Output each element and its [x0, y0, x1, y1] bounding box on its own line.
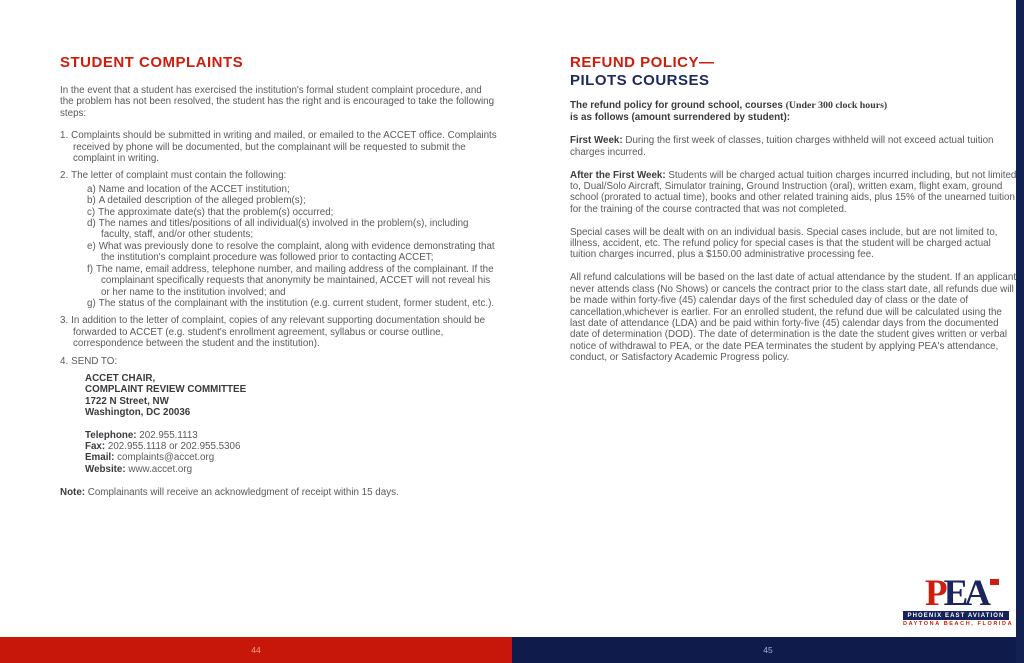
complaints-intro-paragraph: In the event that a student has exercised the institution's formal student complaint procedure, and the problem has not been resolved, the student has the right and is encouraged to take the following steps: [60, 85, 495, 119]
refund-intro-line1 [570, 100, 1018, 112]
contact-line-fax [85, 441, 498, 452]
logo-tagline: DAYTONA BEACH, FLORIDA [903, 621, 1014, 627]
contact-value: 202.955.1118 or 202.955.5306 [107, 440, 241, 452]
page-edge-stripe [1016, 0, 1024, 663]
refund-calculations-paragraph: All refund calculations will be based on the last date of actual attendance by the student. If an applicant never attends class (No Shows) or cancels the contract prior to the class start date, all refunds due will be made within forty-five (45) calendar days of the first scheduled day of class or the date of cancellation,whichever is earlier. For an enrolled student, the refund due will be calculated using the last date of attendance (LDA) and be paid within forty-five (45) calendar days from the documented date of determination (DOD). The date of determination is the date the student gives written or verbal notice of withdrawal to PEA, or the date PEA terminates the student by applying PEA's attendance, conduct, or Satisfactory Academic Progress policy. [570, 272, 1017, 364]
section-title-refund-policy [570, 54, 1018, 90]
contact-label: Telephone: [85, 429, 137, 441]
right-footer-bar [512, 637, 1024, 663]
requirement-d [87, 218, 498, 241]
complaint-step-4 [60, 356, 498, 367]
after-first-week-paragraph [570, 170, 1018, 216]
requirement-c [87, 207, 498, 218]
item-letter: c) [87, 206, 96, 218]
step-text: Complaints should be submitted in writing and mailed, or emailed to the ACCET office. Complaints received by phone will be documented, but the complainant will be requested to submit the complaint in writing. [71, 130, 497, 165]
contact-label: Website: [85, 463, 126, 475]
requirement-b [87, 195, 498, 206]
item-letter: e) [87, 240, 96, 252]
paragraph-text: During the first week of classes, tuition charges withheld will not exceed actual tuition charges incurred. [570, 135, 994, 158]
contact-value: 202.955.1113 [139, 429, 198, 441]
note-text: Complainants will receive an acknowledgment of receipt within 15 days. [87, 487, 399, 499]
section-title-student-complaints: STUDENT COMPLAINTS [60, 54, 244, 71]
contact-value: complaints@accet.org [117, 452, 215, 464]
step-number: 4. [60, 355, 69, 367]
right-page [570, 54, 1018, 375]
item-letter: d) [87, 218, 96, 230]
accet-contact-block [85, 430, 498, 476]
step-number: 2. [60, 170, 69, 182]
acknowledgment-note [60, 487, 498, 498]
item-text: A detailed description of the alleged problem(s); [98, 195, 306, 207]
complaint-step-2 [60, 170, 498, 181]
first-week-paragraph [570, 135, 1018, 158]
note-label: Note: [60, 487, 86, 499]
item-text: The approximate date(s) that the problem(s) occurred; [98, 206, 334, 218]
item-text: What was previously done to resolve the complaint, along with evidence demonstrating that the institution's complaint procedure was followed prior to contacting ACCET; [98, 240, 495, 264]
contact-line-website [85, 464, 498, 475]
accet-mailing-address [85, 373, 498, 419]
refund-intro-bold: The refund policy for ground school, courses [570, 100, 783, 111]
item-letter: b) [87, 195, 96, 207]
special-cases-paragraph: Special cases will be dealt with on an individual basis. Special cases include, but are not limited to, illness, accident, etc. The refund policy for special cases is that the student will be charged actual tuition charges incurred, plus a $150.00 administrative processing fee. [570, 226, 998, 261]
step-text: In addition to the letter of complaint, copies of any relevant supporting documentation should be forwarded to ACCET (e.g. student's enrollment agreement, syllabus or course outline, correspondence between the student and the institution). [71, 315, 486, 350]
item-letter: f) [87, 263, 93, 275]
logo-letter-p: P [924, 573, 944, 614]
after-first-week-lead: After the First Week: [570, 169, 666, 181]
step-text: The letter of complaint must contain the following: [71, 170, 287, 182]
item-text: The status of the complainant with the institution (e.g. current student, former student, etc.). [98, 297, 495, 309]
contact-value: www.accet.org [128, 463, 193, 475]
step-text: SEND TO: [71, 355, 118, 367]
complaint-letter-requirements [87, 184, 498, 309]
left-footer-bar [0, 637, 512, 663]
clock-hours-note: (Under 300 clock hours) [785, 100, 888, 111]
pea-logo [903, 573, 1014, 627]
complaint-step-3 [60, 315, 498, 349]
item-text: The names and titles/positions of all individual(s) involved in the problem(s), including faculty, staff, and/or other students; [98, 218, 469, 241]
contact-label: Fax: [85, 440, 106, 452]
left-page-number: 44 [251, 645, 261, 655]
contact-line-email [85, 452, 498, 463]
paragraph-text: Students will be charged actual tuition charges incurred including, but not limited to, Dual/Solo Aircraft, Simulator training, Ground Instruction (oral), written exam, flight exam, ground school (prorated to actual time), books and other related training aids, plus 15% of the unearned tuition for the training of the course contracted that was not completed. [570, 169, 1017, 215]
requirement-e [87, 241, 498, 264]
address-line: ACCET CHAIR, [85, 372, 156, 384]
item-letter: g) [87, 297, 96, 309]
item-text: Name and location of the ACCET institution; [98, 183, 290, 195]
complaint-step-1 [60, 130, 498, 164]
left-page [60, 54, 498, 499]
logo-letters-ea: EA [943, 573, 987, 614]
requirement-a [87, 184, 498, 195]
refund-intro-line2: is as follows (amount surrendered by student): [570, 111, 791, 123]
refund-title-line2: PILOTS COURSES [570, 72, 710, 89]
address-line: 1722 N Street, NW [85, 395, 169, 407]
contact-line-telephone [85, 430, 498, 441]
first-week-lead: First Week: [570, 135, 623, 147]
address-line: Washington, DC 20036 [85, 407, 191, 419]
requirement-f [87, 264, 498, 298]
address-line: COMPLAINT REVIEW COMMITTEE [85, 384, 247, 396]
contact-label: Email: [85, 452, 115, 464]
step-number: 1. [60, 130, 69, 142]
logo-banner-text: PHOENIX EAST AVIATION [903, 611, 1009, 620]
item-text: The name, email address, telephone number, and mailing address of the complainant. If the complainant specifically requests that anonymity be maintained, ACCET will not reveal his or her name to the institution involved; and [95, 263, 494, 298]
logo-est-flag-icon [990, 579, 999, 585]
right-page-number: 45 [763, 645, 773, 655]
pea-logo-mark [903, 573, 1009, 614]
item-letter: a) [87, 183, 96, 195]
refund-title-line1: REFUND POLICY— [570, 54, 715, 71]
requirement-g [87, 298, 498, 309]
step-number: 3. [60, 315, 69, 327]
